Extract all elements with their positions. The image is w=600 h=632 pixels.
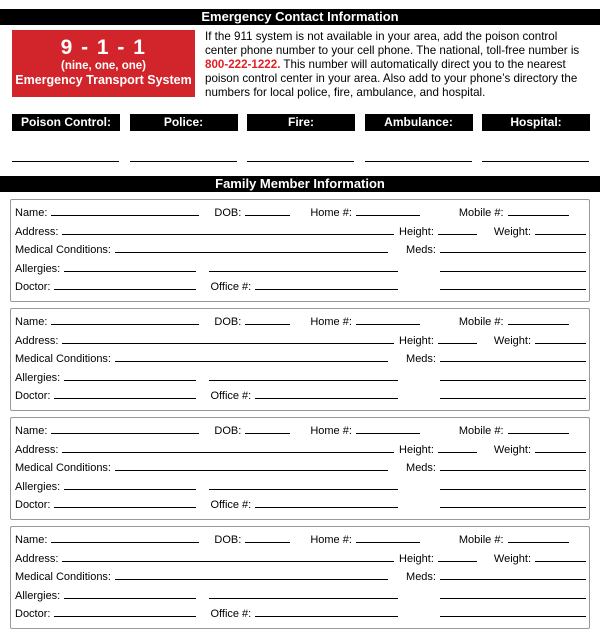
- medical-conditions-label: Medical Conditions:: [15, 571, 111, 584]
- address-label: Address:: [15, 334, 59, 347]
- doctor-label: Doctor:: [15, 608, 51, 621]
- mobile-phone-fill-line[interactable]: [508, 530, 569, 543]
- weight-fill-line[interactable]: [535, 440, 586, 453]
- family-members: [10, 199, 590, 629]
- meds-fill-line-2[interactable]: [440, 368, 586, 381]
- meds-label: Meds:: [406, 244, 436, 257]
- mobile-phone-label: Mobile #:: [458, 533, 504, 546]
- allergies-fill-line-2[interactable]: [209, 259, 398, 272]
- member-row-name: [15, 530, 586, 549]
- home-phone-fill-line[interactable]: [356, 530, 420, 543]
- office-phone-label: Office #:: [210, 499, 252, 512]
- allergies-label: Allergies:: [15, 589, 61, 602]
- intro-text-after: This number will automatically direct you to the nearest poison control center in your area. Also add to your phone’s directory the numbers for local police, fire, ambulance, and hospital.: [205, 58, 578, 99]
- name-label: Name:: [15, 424, 48, 437]
- top-section: [12, 30, 591, 100]
- home-phone-label: Home #:: [310, 207, 352, 219]
- home-phone-label: Home #:: [310, 533, 352, 546]
- dob-label: DOB:: [214, 315, 242, 328]
- office-phone-label: Office #:: [210, 390, 252, 403]
- home-phone-label: Home #:: [310, 424, 352, 437]
- section-header-family: Family Member Information: [0, 176, 600, 192]
- height-fill-line[interactable]: [438, 549, 477, 562]
- allergies-fill-line-2[interactable]: [209, 368, 398, 381]
- height-fill-line[interactable]: [438, 222, 477, 235]
- member-row-address: [15, 331, 586, 350]
- weight-fill-line[interactable]: [535, 549, 586, 562]
- medical-conditions-fill-line[interactable]: [115, 349, 388, 362]
- height-fill-line[interactable]: [438, 331, 477, 344]
- member-row-name: [15, 203, 586, 222]
- address-label: Address:: [15, 552, 59, 565]
- height-label: Height:: [399, 443, 434, 456]
- poison-control-fill-line[interactable]: [12, 161, 119, 162]
- poison-control-phone-number: 800-222-1222.: [205, 58, 281, 71]
- member-row-doctor: [15, 604, 586, 623]
- name-fill-line[interactable]: [51, 203, 199, 216]
- address-label: Address:: [15, 225, 59, 238]
- meds-fill-line-2[interactable]: [440, 586, 586, 599]
- name-fill-line[interactable]: [51, 312, 199, 325]
- height-label: Height:: [399, 334, 434, 347]
- member-row-address: [15, 549, 586, 568]
- intro-paragraph: [205, 30, 591, 100]
- 911-phonetic: (nine, one, one): [61, 60, 146, 72]
- meds-fill-line-2[interactable]: [440, 259, 586, 272]
- office-phone-label: Office #:: [210, 281, 252, 294]
- meds-fill-line-3[interactable]: [440, 604, 586, 617]
- mobile-phone-fill-line[interactable]: [508, 312, 569, 325]
- height-label: Height:: [399, 225, 434, 238]
- doctor-label: Doctor:: [15, 499, 51, 512]
- family-member-card: [10, 308, 590, 411]
- member-row-name: [15, 312, 586, 331]
- address-fill-line[interactable]: [62, 549, 394, 562]
- allergies-label: Allergies:: [15, 262, 61, 275]
- mobile-phone-fill-line[interactable]: [508, 203, 569, 216]
- emergency-contacts-fill-lines: [12, 161, 590, 162]
- office-phone-fill-line[interactable]: [255, 604, 398, 617]
- height-label: Height:: [399, 552, 434, 565]
- weight-label: Weight:: [493, 225, 531, 238]
- meds-fill-line-3[interactable]: [440, 495, 586, 508]
- name-fill-line[interactable]: [51, 530, 199, 543]
- member-row-medical: [15, 349, 586, 368]
- name-fill-line[interactable]: [51, 421, 199, 434]
- medical-conditions-label: Medical Conditions:: [15, 244, 111, 257]
- medical-conditions-label: Medical Conditions:: [15, 353, 111, 366]
- member-row-medical: [15, 567, 586, 586]
- home-phone-fill-line[interactable]: [356, 203, 420, 216]
- meds-fill-line[interactable]: [440, 567, 586, 580]
- doctor-fill-line[interactable]: [54, 604, 196, 617]
- home-phone-label: Home #:: [310, 315, 352, 328]
- doctor-fill-line[interactable]: [54, 495, 196, 508]
- member-row-medical: [15, 240, 586, 259]
- weight-label: Weight:: [493, 334, 531, 347]
- allergies-fill-line[interactable]: [64, 259, 196, 272]
- emergency-contact-form: [0, 9, 600, 629]
- 911-caption: Emergency Transport System: [15, 73, 192, 87]
- allergies-fill-line[interactable]: [64, 368, 196, 381]
- allergies-label: Allergies:: [15, 480, 61, 493]
- dob-label: DOB:: [214, 207, 242, 219]
- dob-label: DOB:: [214, 533, 242, 546]
- address-fill-line[interactable]: [62, 222, 394, 235]
- meds-label: Meds:: [406, 353, 436, 366]
- member-row-doctor: [15, 277, 586, 296]
- ambulance-fill-cell: [365, 161, 473, 162]
- member-row-allergies: [15, 259, 586, 278]
- member-row-doctor: [15, 386, 586, 405]
- doctor-label: Doctor:: [15, 390, 51, 403]
- weight-label: Weight:: [493, 443, 531, 456]
- poison-control-fill-cell: [12, 161, 120, 162]
- mobile-phone-fill-line[interactable]: [508, 421, 569, 434]
- section-header-emergency: Emergency Contact Information: [0, 9, 600, 25]
- meds-label: Meds:: [406, 462, 436, 475]
- police-fill-line[interactable]: [130, 161, 237, 162]
- hospital-fill-line[interactable]: [482, 161, 589, 162]
- member-row-allergies: [15, 477, 586, 496]
- name-label: Name:: [15, 207, 48, 219]
- name-label: Name:: [15, 533, 48, 546]
- member-row-medical: [15, 458, 586, 477]
- allergies-fill-line-2[interactable]: [209, 477, 398, 490]
- meds-fill-line[interactable]: [440, 458, 586, 471]
- meds-fill-line-2[interactable]: [440, 477, 586, 490]
- member-row-allergies: [15, 586, 586, 605]
- address-fill-line[interactable]: [62, 440, 394, 453]
- meds-fill-line[interactable]: [440, 349, 586, 362]
- family-member-card: [10, 526, 590, 629]
- doctor-label: Doctor:: [15, 281, 51, 294]
- name-label: Name:: [15, 315, 48, 328]
- 911-number: 9 - 1 - 1: [60, 36, 147, 59]
- hospital-fill-cell: [482, 161, 590, 162]
- medical-conditions-fill-line[interactable]: [115, 240, 388, 253]
- member-row-name: [15, 421, 586, 440]
- intro-text-before: If the 911 system is not available in your area, add the poison control center phone number to your cell phone. The national, toll-free number is: [205, 30, 580, 57]
- dob-fill-line[interactable]: [245, 421, 290, 434]
- contact-label-hospital: Hospital:: [482, 114, 590, 131]
- fire-fill-line[interactable]: [247, 161, 354, 162]
- police-fill-cell: [130, 161, 238, 162]
- allergies-fill-line-2[interactable]: [209, 586, 398, 599]
- contact-label-ambulance: Ambulance:: [365, 114, 473, 131]
- weight-fill-line[interactable]: [535, 331, 586, 344]
- height-fill-line[interactable]: [438, 440, 477, 453]
- fire-fill-cell: [247, 161, 355, 162]
- mobile-phone-label: Mobile #:: [458, 207, 504, 219]
- allergies-fill-line[interactable]: [64, 477, 196, 490]
- 911-box: [12, 30, 195, 97]
- dob-fill-line[interactable]: [245, 203, 290, 216]
- member-row-address: [15, 222, 586, 241]
- medical-conditions-fill-line[interactable]: [115, 567, 388, 580]
- address-fill-line[interactable]: [62, 331, 394, 344]
- dob-fill-line[interactable]: [245, 312, 290, 325]
- office-phone-label: Office #:: [210, 608, 252, 621]
- doctor-fill-line[interactable]: [54, 386, 196, 399]
- office-phone-fill-line[interactable]: [255, 495, 398, 508]
- home-phone-fill-line[interactable]: [356, 421, 420, 434]
- meds-fill-line-3[interactable]: [440, 277, 586, 290]
- meds-fill-line-3[interactable]: [440, 386, 586, 399]
- mobile-phone-label: Mobile #:: [458, 424, 504, 437]
- office-phone-fill-line[interactable]: [255, 386, 398, 399]
- mobile-phone-label: Mobile #:: [458, 315, 504, 328]
- address-label: Address:: [15, 443, 59, 456]
- allergies-fill-line[interactable]: [64, 586, 196, 599]
- meds-fill-line[interactable]: [440, 240, 586, 253]
- family-member-card: [10, 417, 590, 520]
- meds-label: Meds:: [406, 571, 436, 584]
- ambulance-fill-line[interactable]: [365, 161, 472, 162]
- doctor-fill-line[interactable]: [54, 277, 196, 290]
- weight-fill-line[interactable]: [535, 222, 586, 235]
- emergency-contacts-row: [12, 114, 590, 131]
- contact-label-poison-control: Poison Control:: [12, 114, 120, 131]
- home-phone-fill-line[interactable]: [356, 312, 420, 325]
- dob-label: DOB:: [214, 424, 242, 437]
- contact-label-police: Police:: [130, 114, 238, 131]
- family-member-card: [10, 199, 590, 302]
- member-row-address: [15, 440, 586, 459]
- medical-conditions-label: Medical Conditions:: [15, 462, 111, 475]
- member-row-allergies: [15, 368, 586, 387]
- allergies-label: Allergies:: [15, 371, 61, 384]
- contact-label-fire: Fire:: [247, 114, 355, 131]
- office-phone-fill-line[interactable]: [255, 277, 398, 290]
- member-row-doctor: [15, 495, 586, 514]
- dob-fill-line[interactable]: [245, 530, 290, 543]
- weight-label: Weight:: [493, 552, 531, 565]
- medical-conditions-fill-line[interactable]: [115, 458, 388, 471]
